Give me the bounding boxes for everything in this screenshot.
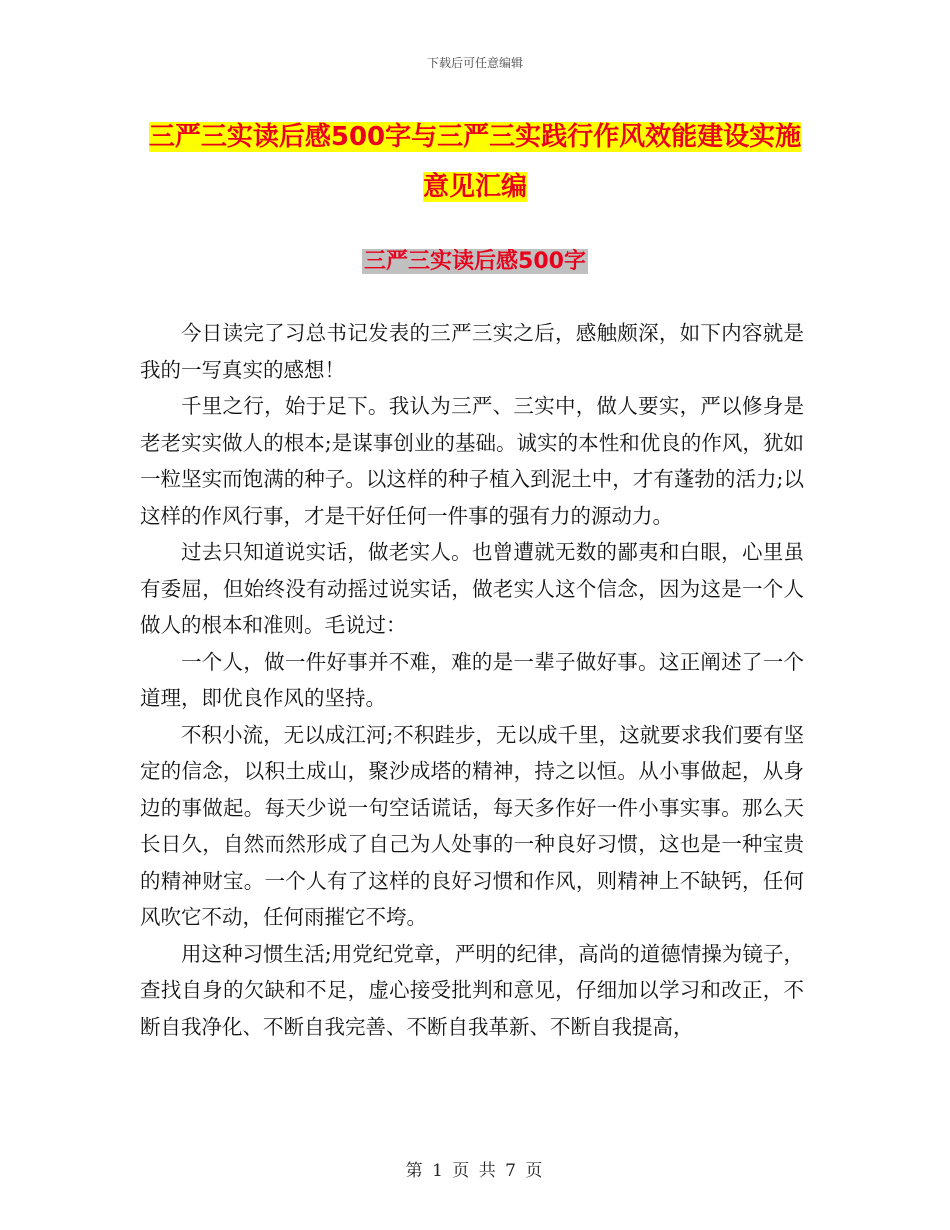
page-footer: 第 1 页 共 7 页 (405, 1161, 545, 1181)
section-title (0, 246, 950, 278)
document-title-text: 三严三实读后感500字与三严三实践行作风效能建设实施意见汇编 (148, 122, 802, 202)
paragraph: 用这种习惯生活;用党纪党章，严明的纪律，高尚的道德情操为镜子，查找自身的欠缺和不足，虚心接受批判和意见，仔细加以学习和改正，不断自我净化、不断自我完善、不断自我革新、不断自我提高， (140, 941, 804, 1039)
header-note: 下载后可任意编辑 (426, 56, 523, 70)
body-text (140, 315, 804, 1045)
paragraph: 千里之行，始于足下。我认为三严、三实中，做人要实，严以修身是老老实实做人的根本;是谋事创业的基础。诚实的本性和优良的作风，犹如一粒坚实而饱满的种子。以这样的种子植入到泥土中，才有蓬勃的活力;以这样的作风行事，才是干好任何一件事的强有力的源动力。 (140, 394, 804, 528)
paragraph: 一个人，做一件好事并不难，难的是一辈子做好事。这正阐述了一个道理，即优良作风的坚持。 (140, 649, 804, 710)
paragraph: 过去只知道说实话，做老实人。也曾遭就无数的鄙夷和白眼，心里虽有委屈，但始终没有动摇过说实话，做老实人这个信念，因为这是一个人做人的根本和准则。毛说过： (140, 540, 804, 637)
paragraph: 不积小流，无以成江河;不积跬步，无以成千里，这就要求我们要有坚定的信念，以积土成山，聚沙成塔的精神，持之以恒。从小事做起，从身边的事做起。每天少说一句空话谎话，每天多作好一件小事实事。那么天长日久，自然而然形成了自己为人处事的一种良好习惯，这也是一种宝贵的精神财宝。一个人有了这样的良好习惯和作风，则精神上不缺钙，任何风吹它不动，任何雨摧它不垮。 (140, 722, 804, 929)
paragraph: 今日读完了习总书记发表的三严三实之后，感触颇深，如下内容就是我的一写真实的感想！ (140, 321, 804, 382)
document-title (140, 112, 810, 212)
section-title-text: 三严三实读后感500字 (364, 249, 586, 274)
